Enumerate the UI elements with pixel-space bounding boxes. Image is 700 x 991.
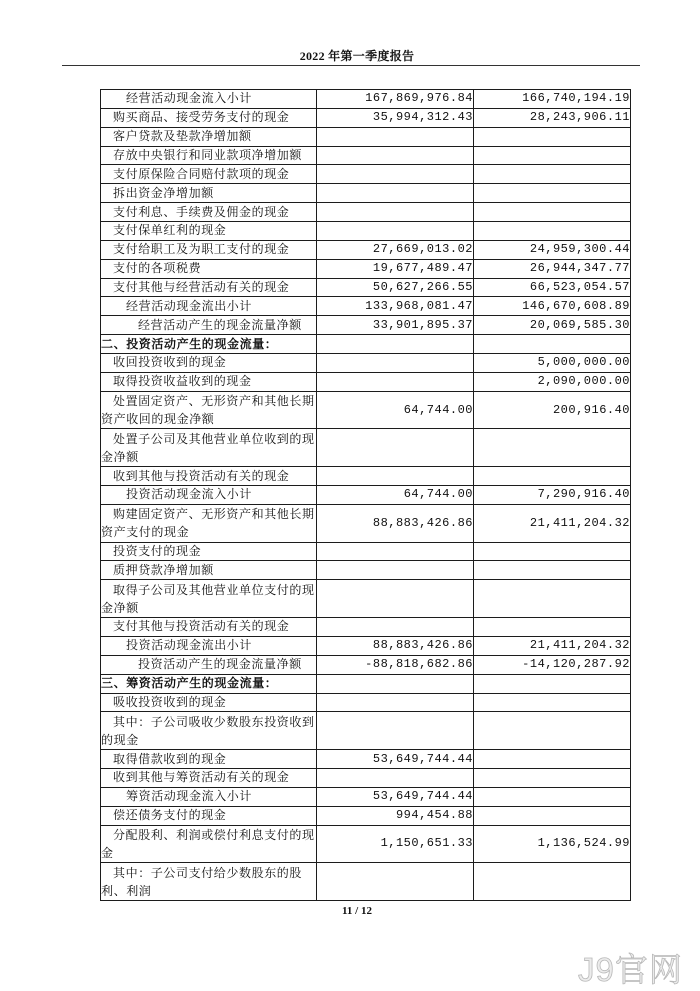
table-row [101, 693, 631, 712]
table-row [101, 542, 631, 561]
table-row [101, 618, 631, 637]
prior-period-amount: 24,959,300.44 [474, 240, 631, 259]
table-row [101, 863, 631, 901]
prior-period-amount [474, 580, 631, 618]
section-header-row [101, 674, 631, 693]
prior-period-amount [474, 222, 631, 241]
table-row [101, 278, 631, 297]
row-label: 购建固定资产、无形资产和其他长期资产支付的现金 [101, 504, 317, 542]
row-label: 经营活动现金流入小计 [101, 90, 317, 109]
row-label: 投资活动产生的现金流量净额 [101, 655, 317, 674]
table-row [101, 372, 631, 391]
prior-period-amount: 166,740,194.19 [474, 90, 631, 109]
row-label: 筹资活动现金流入小计 [101, 787, 317, 806]
row-label: 经营活动产生的现金流量净额 [101, 316, 317, 335]
section-header-row [101, 335, 631, 354]
prior-period-amount: 20,069,585.30 [474, 316, 631, 335]
table-row [101, 504, 631, 542]
current-period-amount [317, 146, 474, 165]
current-period-amount [317, 203, 474, 222]
table-row [101, 203, 631, 222]
page-number: 11 / 12 [342, 905, 372, 917]
row-label: 支付给职工及为职工支付的现金 [101, 240, 317, 259]
row-label: 投资活动现金流出小计 [101, 636, 317, 655]
prior-period-amount [474, 335, 631, 354]
table-row [101, 240, 631, 259]
prior-period-amount: 200,916.40 [474, 391, 631, 429]
section-title: 二、投资活动产生的现金流量： [101, 335, 317, 354]
table-row [101, 316, 631, 335]
table-row [101, 806, 631, 825]
current-period-amount: 88,883,426.86 [317, 636, 474, 655]
current-period-amount: 35,994,312.43 [317, 108, 474, 127]
row-label: 支付利息、手续费及佣金的现金 [101, 203, 317, 222]
row-label: 拆出资金净增加额 [101, 184, 317, 203]
current-period-amount [317, 542, 474, 561]
row-label: 偿还债务支付的现金 [101, 806, 317, 825]
prior-period-amount: 7,290,916.40 [474, 486, 631, 505]
prior-period-amount: 21,411,204.32 [474, 636, 631, 655]
table-row [101, 127, 631, 146]
prior-period-amount [474, 712, 631, 750]
prior-period-amount [474, 146, 631, 165]
prior-period-amount [474, 127, 631, 146]
prior-period-amount: -14,120,287.92 [474, 655, 631, 674]
row-label: 支付保单红利的现金 [101, 222, 317, 241]
current-period-amount: 33,901,895.37 [317, 316, 474, 335]
prior-period-amount [474, 467, 631, 486]
current-period-amount: 53,649,744.44 [317, 750, 474, 769]
prior-period-amount: 2,090,000.00 [474, 372, 631, 391]
prior-period-amount [474, 768, 631, 787]
row-label: 购买商品、接受劳务支付的现金 [101, 108, 317, 127]
prior-period-amount [474, 542, 631, 561]
current-period-amount: 994,454.88 [317, 806, 474, 825]
table-row [101, 825, 631, 863]
current-period-amount [317, 712, 474, 750]
row-label: 收到其他与筹资活动有关的现金 [101, 768, 317, 787]
current-period-amount [317, 165, 474, 184]
current-period-amount [317, 561, 474, 580]
prior-period-amount: 26,944,347.77 [474, 259, 631, 278]
row-label: 投资活动现金流入小计 [101, 486, 317, 505]
prior-period-amount [474, 165, 631, 184]
row-label: 支付的各项税费 [101, 259, 317, 278]
table-row [101, 90, 631, 109]
prior-period-amount: 28,243,906.11 [474, 108, 631, 127]
table-row [101, 146, 631, 165]
current-period-amount [317, 863, 474, 901]
cash-flow-table [100, 89, 631, 901]
prior-period-amount [474, 863, 631, 901]
row-label: 其中：子公司吸收少数股东投资收到的现金 [101, 712, 317, 750]
current-period-amount [317, 184, 474, 203]
row-label: 投资支付的现金 [101, 542, 317, 561]
prior-period-amount: 66,523,054.57 [474, 278, 631, 297]
table-row [101, 165, 631, 184]
row-label: 其中：子公司支付给少数股东的股利、利润 [101, 863, 317, 901]
table-row [101, 391, 631, 429]
table-row [101, 787, 631, 806]
current-period-amount [317, 618, 474, 637]
current-period-amount [317, 429, 474, 467]
row-label: 支付其他与投资活动有关的现金 [101, 618, 317, 637]
row-label: 支付原保险合同赔付款项的现金 [101, 165, 317, 184]
current-period-amount [317, 127, 474, 146]
current-period-amount: 50,627,266.55 [317, 278, 474, 297]
current-period-amount [317, 580, 474, 618]
row-label: 支付其他与经营活动有关的现金 [101, 278, 317, 297]
page-title: 2022 年第一季度报告 [299, 49, 415, 63]
current-period-amount: 64,744.00 [317, 391, 474, 429]
prior-period-amount: 5,000,000.00 [474, 354, 631, 373]
section-title: 三、筹资活动产生的现金流量： [101, 674, 317, 693]
current-period-amount [317, 354, 474, 373]
table-row [101, 768, 631, 787]
prior-period-amount [474, 674, 631, 693]
table-row [101, 429, 631, 467]
prior-period-amount [474, 184, 631, 203]
current-period-amount: 133,968,081.47 [317, 297, 474, 316]
table-row [101, 354, 631, 373]
table-row [101, 467, 631, 486]
row-label: 分配股利、利润或偿付利息支付的现金 [101, 825, 317, 863]
current-period-amount [317, 467, 474, 486]
current-period-amount [317, 674, 474, 693]
current-period-amount [317, 222, 474, 241]
prior-period-amount: 146,670,608.89 [474, 297, 631, 316]
row-label: 质押贷款净增加额 [101, 561, 317, 580]
prior-period-amount [474, 750, 631, 769]
table-row [101, 712, 631, 750]
table-row [101, 486, 631, 505]
table-row [101, 750, 631, 769]
table-row [101, 561, 631, 580]
row-label: 吸收投资收到的现金 [101, 693, 317, 712]
current-period-amount: 19,677,489.47 [317, 259, 474, 278]
table-row [101, 222, 631, 241]
table-row [101, 108, 631, 127]
row-label: 取得借款收到的现金 [101, 750, 317, 769]
prior-period-amount [474, 787, 631, 806]
table-row [101, 636, 631, 655]
current-period-amount: 88,883,426.86 [317, 504, 474, 542]
current-period-amount: 27,669,013.02 [317, 240, 474, 259]
prior-period-amount [474, 693, 631, 712]
row-label: 经营活动现金流出小计 [101, 297, 317, 316]
current-period-amount [317, 768, 474, 787]
row-label: 取得子公司及其他营业单位支付的现金净额 [101, 580, 317, 618]
prior-period-amount: 1,136,524.99 [474, 825, 631, 863]
header-divider [62, 65, 640, 66]
row-label: 存放中央银行和同业款项净增加额 [101, 146, 317, 165]
row-label: 收回投资收到的现金 [101, 354, 317, 373]
table-row [101, 184, 631, 203]
current-period-amount: 1,150,651.33 [317, 825, 474, 863]
watermark: J9官网 [578, 951, 683, 988]
row-label: 客户贷款及垫款净增加额 [101, 127, 317, 146]
table-row [101, 580, 631, 618]
current-period-amount: -88,818,682.86 [317, 655, 474, 674]
prior-period-amount [474, 429, 631, 467]
prior-period-amount [474, 561, 631, 580]
current-period-amount [317, 335, 474, 354]
current-period-amount [317, 372, 474, 391]
prior-period-amount: 21,411,204.32 [474, 504, 631, 542]
table-row [101, 297, 631, 316]
row-label: 处置固定资产、无形资产和其他长期资产收回的现金净额 [101, 391, 317, 429]
row-label: 处置子公司及其他营业单位收到的现金净额 [101, 429, 317, 467]
current-period-amount [317, 693, 474, 712]
table-row [101, 655, 631, 674]
table-row [101, 259, 631, 278]
current-period-amount: 167,869,976.84 [317, 90, 474, 109]
prior-period-amount [474, 203, 631, 222]
row-label: 收到其他与投资活动有关的现金 [101, 467, 317, 486]
current-period-amount: 64,744.00 [317, 486, 474, 505]
prior-period-amount [474, 806, 631, 825]
row-label: 取得投资收益收到的现金 [101, 372, 317, 391]
prior-period-amount [474, 618, 631, 637]
current-period-amount: 53,649,744.44 [317, 787, 474, 806]
